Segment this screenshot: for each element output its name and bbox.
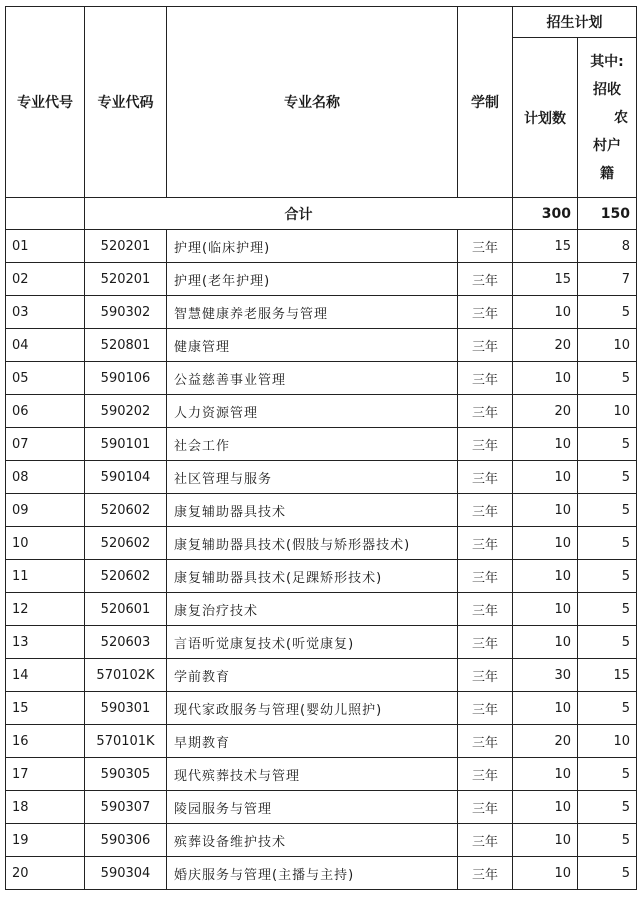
header-rural-line: 籍: [600, 165, 614, 182]
rural-count-cell: 8: [578, 230, 637, 263]
rural-count-cell: 5: [578, 593, 637, 626]
major-code-cell: 570102K: [85, 659, 167, 692]
rural-count-cell: 5: [578, 428, 637, 461]
major-name-cell: 早期教育: [167, 725, 458, 758]
header-rural-line: 其中:: [590, 53, 624, 70]
rural-count-cell: 5: [578, 857, 637, 890]
major-index-cell: 16: [6, 725, 85, 758]
table-row: [6, 230, 637, 263]
major-code-cell: 590104: [85, 461, 167, 494]
header-major-index: 专业代号: [6, 7, 85, 198]
table-row: [6, 395, 637, 428]
table-row: [6, 626, 637, 659]
rural-count-cell: 7: [578, 263, 637, 296]
major-index-cell: 13: [6, 626, 85, 659]
major-code-cell: 590301: [85, 692, 167, 725]
rural-count-cell: 10: [578, 725, 637, 758]
study-length-cell: 三年: [458, 593, 513, 626]
rural-count-cell: 10: [578, 329, 637, 362]
major-name-cell: 康复治疗技术: [167, 593, 458, 626]
study-length-cell: 三年: [458, 395, 513, 428]
major-index-cell: 05: [6, 362, 85, 395]
major-index-cell: 04: [6, 329, 85, 362]
total-label: 合计: [85, 198, 513, 230]
rural-count-cell: 5: [578, 362, 637, 395]
major-code-cell: 520602: [85, 494, 167, 527]
study-length-cell: 三年: [458, 263, 513, 296]
study-length-cell: 三年: [458, 560, 513, 593]
major-index-cell: 14: [6, 659, 85, 692]
study-length-cell: 三年: [458, 296, 513, 329]
plan-count-cell: 10: [513, 791, 578, 824]
plan-count-cell: 15: [513, 230, 578, 263]
table-row: [6, 296, 637, 329]
study-length-cell: 三年: [458, 626, 513, 659]
plan-count-cell: 10: [513, 758, 578, 791]
plan-count-cell: 30: [513, 659, 578, 692]
rural-count-cell: 5: [578, 692, 637, 725]
major-name-cell: 公益慈善事业管理: [167, 362, 458, 395]
study-length-cell: 三年: [458, 329, 513, 362]
study-length-cell: 三年: [458, 428, 513, 461]
major-index-cell: 02: [6, 263, 85, 296]
total-plan: 300: [513, 198, 578, 230]
major-name-cell: 康复辅助器具技术(足踝矫形技术): [167, 560, 458, 593]
study-length-cell: 三年: [458, 725, 513, 758]
major-index-cell: 09: [6, 494, 85, 527]
major-name-cell: 康复辅助器具技术: [167, 494, 458, 527]
rural-count-cell: 5: [578, 791, 637, 824]
major-index-cell: 03: [6, 296, 85, 329]
table-row: [6, 494, 637, 527]
major-name-cell: 社会工作: [167, 428, 458, 461]
study-length-cell: 三年: [458, 791, 513, 824]
table-row: [6, 857, 637, 890]
rural-count-cell: 15: [578, 659, 637, 692]
plan-count-cell: 20: [513, 725, 578, 758]
plan-count-cell: 10: [513, 494, 578, 527]
table-row: [6, 263, 637, 296]
table-row: [6, 527, 637, 560]
major-index-cell: 17: [6, 758, 85, 791]
header-rural-line: 招收: [593, 81, 621, 98]
table-row: [6, 758, 637, 791]
header-row-top: [6, 7, 637, 38]
study-length-cell: 三年: [458, 692, 513, 725]
table-row: [6, 593, 637, 626]
table-row: [6, 560, 637, 593]
plan-count-cell: 10: [513, 560, 578, 593]
header-enrollment-plan: 招生计划: [513, 7, 637, 38]
table-row: [6, 428, 637, 461]
major-name-cell: 学前教育: [167, 659, 458, 692]
major-code-cell: 590302: [85, 296, 167, 329]
major-name-cell: 康复辅助器具技术(假肢与矫形器技术): [167, 527, 458, 560]
header-major-code: 专业代码: [85, 7, 167, 198]
rural-count-cell: 5: [578, 296, 637, 329]
major-name-cell: 社区管理与服务: [167, 461, 458, 494]
major-code-cell: 520602: [85, 527, 167, 560]
major-name-cell: 护理(临床护理): [167, 230, 458, 263]
major-name-cell: 殡葬设备维护技术: [167, 824, 458, 857]
major-code-cell: 520201: [85, 230, 167, 263]
plan-count-cell: 10: [513, 824, 578, 857]
major-index-cell: 18: [6, 791, 85, 824]
plan-count-cell: 15: [513, 263, 578, 296]
plan-count-cell: 10: [513, 857, 578, 890]
study-length-cell: 三年: [458, 362, 513, 395]
major-index-cell: 11: [6, 560, 85, 593]
major-index-cell: 06: [6, 395, 85, 428]
total-row: [6, 198, 637, 230]
plan-count-cell: 10: [513, 626, 578, 659]
table-row: [6, 791, 637, 824]
major-index-cell: 07: [6, 428, 85, 461]
major-code-cell: 590106: [85, 362, 167, 395]
major-index-cell: 10: [6, 527, 85, 560]
rural-count-cell: 5: [578, 626, 637, 659]
major-code-cell: 520201: [85, 263, 167, 296]
major-code-cell: 520801: [85, 329, 167, 362]
rural-count-cell: 5: [578, 758, 637, 791]
header-rural-count: [578, 38, 637, 198]
enrollment-plan-table: [5, 6, 637, 890]
major-index-cell: 15: [6, 692, 85, 725]
major-name-cell: 护理(老年护理): [167, 263, 458, 296]
major-code-cell: 570101K: [85, 725, 167, 758]
plan-count-cell: 10: [513, 461, 578, 494]
study-length-cell: 三年: [458, 659, 513, 692]
major-name-cell: 健康管理: [167, 329, 458, 362]
major-code-cell: 590306: [85, 824, 167, 857]
plan-count-cell: 10: [513, 527, 578, 560]
table-row: [6, 824, 637, 857]
major-index-cell: 12: [6, 593, 85, 626]
study-length-cell: 三年: [458, 494, 513, 527]
major-name-cell: 陵园服务与管理: [167, 791, 458, 824]
plan-count-cell: 10: [513, 362, 578, 395]
header-rural-line: 农: [614, 109, 628, 126]
major-name-cell: 婚庆服务与管理(主播与主持): [167, 857, 458, 890]
total-rural: 150: [578, 198, 637, 230]
major-name-cell: 现代家政服务与管理(婴幼儿照护): [167, 692, 458, 725]
plan-count-cell: 20: [513, 329, 578, 362]
major-name-cell: 言语听觉康复技术(听觉康复): [167, 626, 458, 659]
major-code-cell: 590304: [85, 857, 167, 890]
rural-count-cell: 10: [578, 395, 637, 428]
plan-count-cell: 10: [513, 593, 578, 626]
major-code-cell: 520601: [85, 593, 167, 626]
total-blank-cell: [6, 198, 85, 230]
rural-count-cell: 5: [578, 494, 637, 527]
header-rural-line: 村户: [593, 137, 621, 154]
table-row: [6, 725, 637, 758]
major-name-cell: 智慧健康养老服务与管理: [167, 296, 458, 329]
header-plan-count: 计划数: [513, 38, 578, 198]
major-name-cell: 现代殡葬技术与管理: [167, 758, 458, 791]
major-code-cell: 520602: [85, 560, 167, 593]
study-length-cell: 三年: [458, 230, 513, 263]
study-length-cell: 三年: [458, 461, 513, 494]
major-index-cell: 20: [6, 857, 85, 890]
major-code-cell: 590305: [85, 758, 167, 791]
major-code-cell: 590307: [85, 791, 167, 824]
major-name-cell: 人力资源管理: [167, 395, 458, 428]
major-code-cell: 590202: [85, 395, 167, 428]
table-row: [6, 461, 637, 494]
rural-count-cell: 5: [578, 824, 637, 857]
header-major-name: 专业名称: [167, 7, 458, 198]
study-length-cell: 三年: [458, 758, 513, 791]
rural-count-cell: 5: [578, 527, 637, 560]
plan-count-cell: 10: [513, 428, 578, 461]
plan-count-cell: 20: [513, 395, 578, 428]
rural-count-cell: 5: [578, 560, 637, 593]
study-length-cell: 三年: [458, 824, 513, 857]
table-row: [6, 692, 637, 725]
major-index-cell: 08: [6, 461, 85, 494]
study-length-cell: 三年: [458, 527, 513, 560]
plan-count-cell: 10: [513, 296, 578, 329]
rural-count-cell: 5: [578, 461, 637, 494]
major-index-cell: 19: [6, 824, 85, 857]
major-code-cell: 520603: [85, 626, 167, 659]
header-study-length: 学制: [458, 7, 513, 198]
table-row: [6, 362, 637, 395]
plan-count-cell: 10: [513, 692, 578, 725]
study-length-cell: 三年: [458, 857, 513, 890]
table-row: [6, 659, 637, 692]
table-row: [6, 329, 637, 362]
major-index-cell: 01: [6, 230, 85, 263]
major-code-cell: 590101: [85, 428, 167, 461]
